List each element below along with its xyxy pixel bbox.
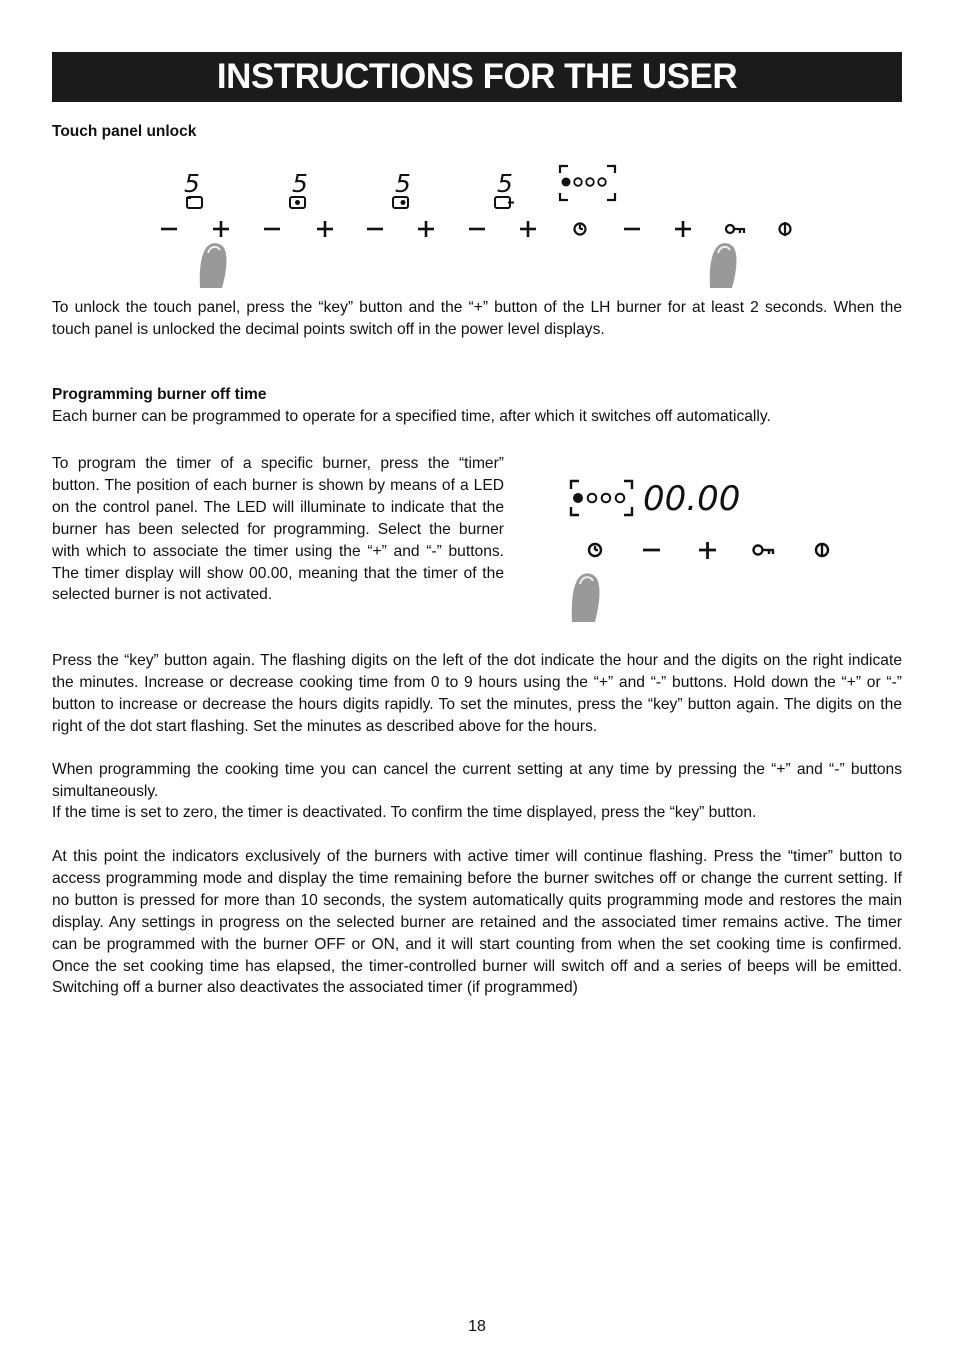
power-icon <box>816 543 828 557</box>
zone-1-power-digit: 5 <box>184 169 200 198</box>
timer-display-value: 00.00 <box>643 479 741 519</box>
finger-left-icon <box>200 243 227 288</box>
key-icon <box>726 225 745 233</box>
zone-1 <box>161 169 229 237</box>
timer-icon <box>589 544 601 556</box>
zone-4-power-digit: 5 <box>497 169 513 198</box>
timer-icon <box>575 224 586 235</box>
power-icon <box>780 222 791 236</box>
intro-paragraph: Each burner can be programmed to operate for a specified time, after which it switches off automatically. <box>52 408 771 425</box>
timer-column-paragraph: To program the timer of a specific burner, press the “timer” button. The position of each burner is shown by means of a LED on the control panel. The LED will illuminate to indicate that the burner has been selected for programming. Select the burner with which to associate the timer using the “+” and “-” buttons. The timer display will show 00.00, meaning that the timer of the selected burner is not activated. <box>52 455 504 604</box>
timer-led-display <box>560 166 615 200</box>
zone-2-power-digit: 5 <box>292 169 308 198</box>
cancel-paragraph: When programming the cooking time you can cancel the current setting at any time by pressing the “+” and “-” buttons simultaneously. <box>52 761 902 800</box>
timer-plus-icon <box>675 221 691 237</box>
zone-3 <box>367 169 434 237</box>
key-icon <box>754 546 775 555</box>
finger-right-icon <box>710 243 737 288</box>
page-number: 18 <box>468 1318 486 1335</box>
touch-panel-diagram <box>150 158 810 293</box>
timer-led-display-2 <box>571 481 632 515</box>
zone-3-power-digit: 5 <box>395 169 411 198</box>
title-banner <box>52 52 902 102</box>
section-heading-programming-off-time: Programming burner off time <box>52 386 267 403</box>
unlock-paragraph: To unlock the touch panel, press the “key” button and the “+” button of the LH burner for at least 2 seconds. When the touch panel is unlocked the decimal points switch off in the power level displays. <box>52 299 902 338</box>
zone-4 <box>469 169 536 237</box>
page-title: INSTRUCTIONS FOR THE USER <box>216 57 738 96</box>
zero-time-paragraph: If the time is set to zero, the timer is deactivated. To confirm the time displayed, press the “key” button. <box>52 804 757 821</box>
timer-plus-icon <box>699 542 716 559</box>
zone-4-burner-icon <box>495 197 510 208</box>
active-timer-paragraph: At this point the indicators exclusively of the burners with active timer will continue flashing. Press the “timer” button to access programming mode and display the time remaining before the burner switches off or change the current setting. If no button is pressed for more than 10 seconds, the system automatically quits programming mode and restores the main display. Any settings in progress on the selected burner are retained and the associated timer remains active. The timer can be programmed with the burner OFF or ON, and it will start counting from when the set cooking time is confirmed. Once the set cooking time has elapsed, the timer-controlled burner will switch off and a series of beeps will be emitted. Switching off a burner also deactivates the associated timer (if programmed) <box>52 848 902 997</box>
section-heading-touch-panel-unlock: Touch panel unlock <box>52 123 197 140</box>
zone-2 <box>264 169 333 237</box>
finger-icon <box>572 573 600 622</box>
timer-panel-diagram <box>560 472 850 627</box>
hours-minutes-paragraph: Press the “key” button again. The flashing digits on the left of the dot indicate the hour and the digits on the right indicate the minutes. Increase or decrease cooking time from 0 to 9 hours using the “+” and “-” buttons. Hold down the “+” or “-” button to increase or decrease the hours digits rapidly. To set the minutes, press the “key” button again. The digits on the right of the dot start flashing. Set the minutes as described above for the hours. <box>52 652 902 735</box>
